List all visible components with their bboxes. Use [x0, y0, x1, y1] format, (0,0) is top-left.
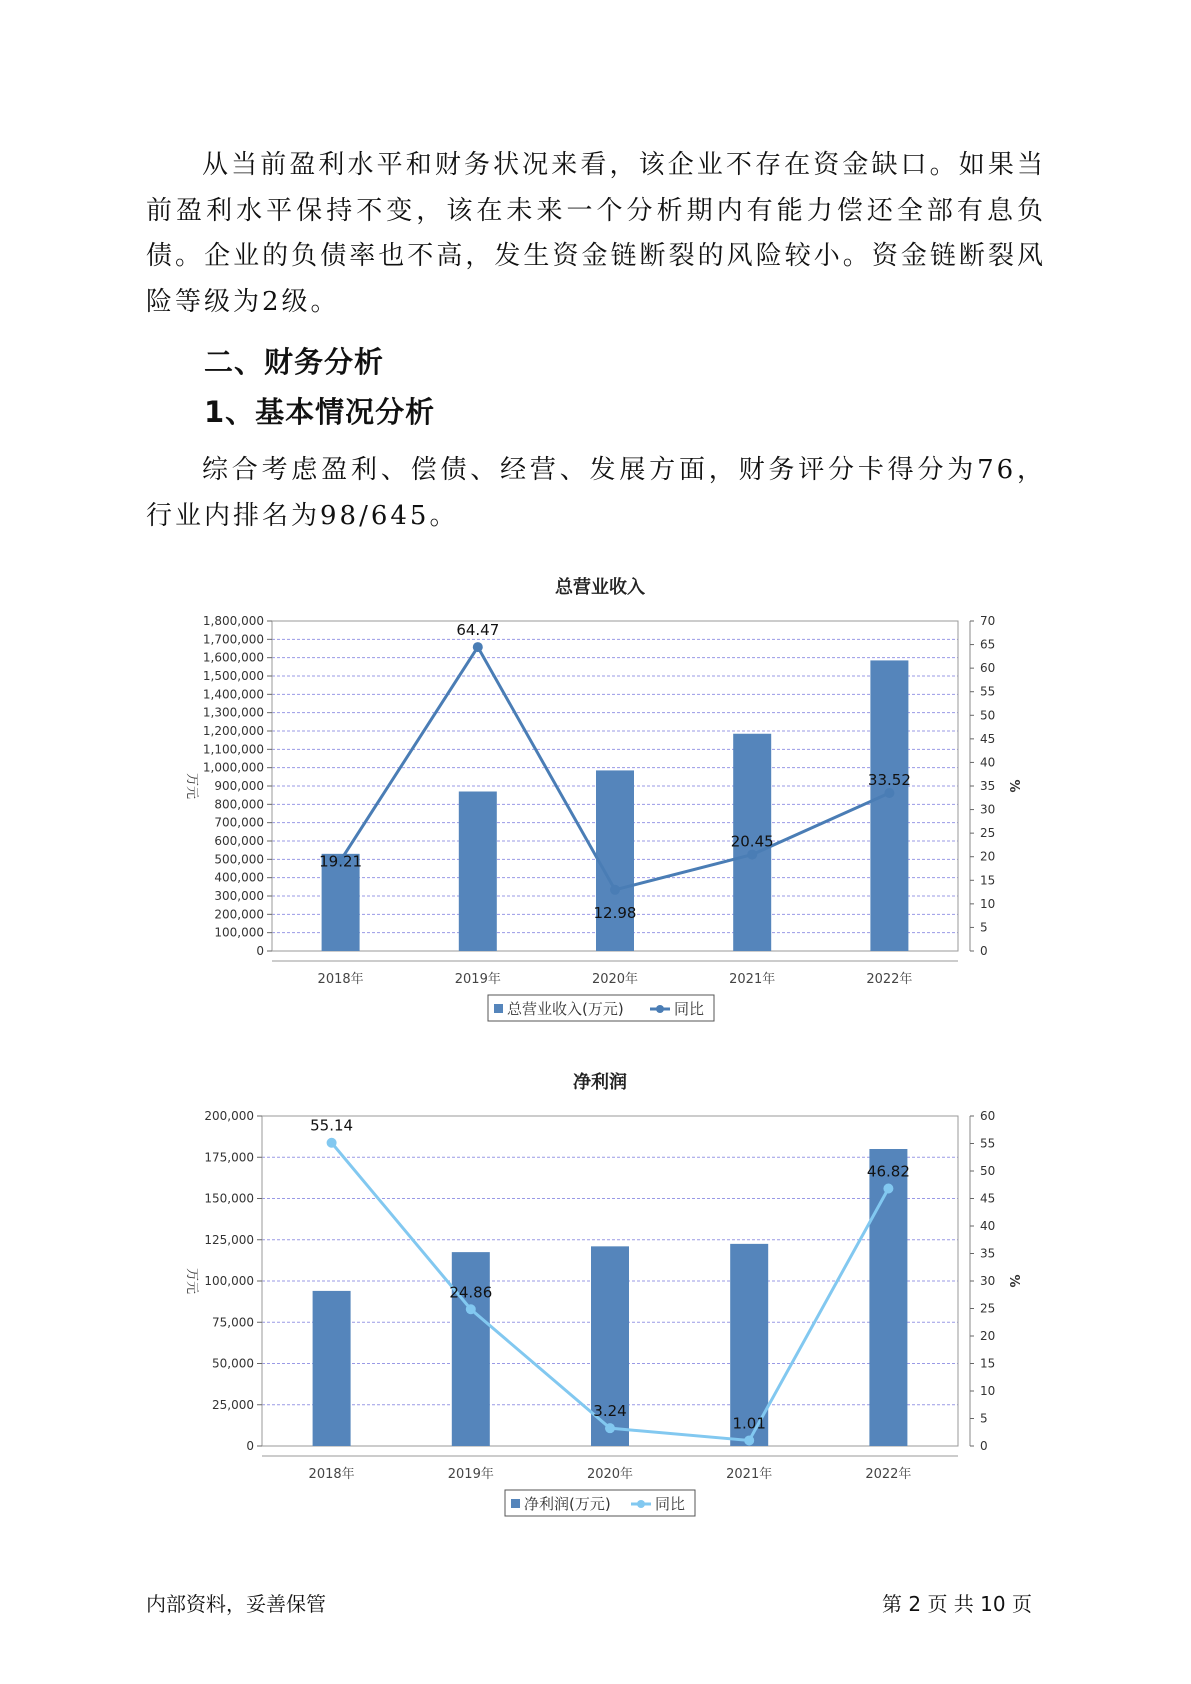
yoy-point: [327, 1138, 337, 1148]
y2-tick-label: 15: [980, 1356, 996, 1371]
x-tick-label: 2022年: [866, 972, 913, 987]
y-tick-label: 75,000: [212, 1315, 254, 1330]
score-paragraph: 综合考虑盈利、偿债、经营、发展方面，财务评分卡得分为76，行业内排名为98/645。: [146, 455, 1046, 531]
y-tick-label: 200,000: [204, 1109, 254, 1123]
y2-tick-label: 60: [980, 1109, 996, 1123]
y2-tick-label: 55: [980, 684, 996, 699]
yoy-point: [883, 1183, 893, 1193]
revenue-chart: [0, 565, 1191, 1035]
x-tick-label: 2022年: [865, 1467, 912, 1482]
legend-bar-label: 总营业收入(万元): [507, 1000, 624, 1018]
data-label: 55.14: [310, 1116, 354, 1135]
y-tick-label: 25,000: [212, 1397, 254, 1412]
legend-line-label: 同比: [674, 1000, 705, 1018]
y2-tick-label: 70: [980, 614, 996, 628]
y2-axis-title: %: [1006, 779, 1021, 793]
footer-page-number: 第 2 页 共 10 页: [882, 1592, 1032, 1616]
y-tick-label: 1,200,000: [202, 724, 264, 738]
y-tick-label: 1,300,000: [202, 705, 264, 720]
y2-tick-label: 30: [980, 1274, 996, 1288]
section-heading: 二、财务分析: [204, 345, 385, 379]
y-tick-label: 150,000: [204, 1191, 254, 1206]
y2-tick-label: 10: [980, 1384, 996, 1398]
yoy-point: [605, 1423, 615, 1433]
y-tick-label: 1,700,000: [202, 632, 264, 647]
x-tick-label: 2020年: [586, 1467, 634, 1482]
legend-line-label: 同比: [655, 1495, 686, 1513]
y-tick-label: 600,000: [214, 834, 264, 848]
yoy-point: [744, 1435, 754, 1445]
y-tick-label: 500,000: [214, 852, 264, 867]
y2-tick-label: 35: [980, 1246, 996, 1261]
data-label: 19.21: [319, 852, 363, 871]
bar: [313, 1291, 351, 1446]
subsection-heading: 1、基本情况分析: [204, 395, 436, 429]
y-tick-label: 1,500,000: [202, 669, 264, 683]
y2-tick-label: 40: [980, 755, 996, 770]
y-tick-label: 200,000: [214, 907, 264, 922]
risk-paragraph: 从当前盈利水平和财务状况来看，该企业不存在资金缺口。如果当前盈利水平保持不变，该在未来一个分析期内有能力偿还全部有息负债。企业的负债率也不高，发生资金链断裂的风险较小。资金链断裂风险等级为2级。: [146, 150, 1046, 317]
y-tick-label: 100,000: [214, 925, 264, 940]
y2-tick-label: 20: [980, 1329, 996, 1343]
yoy-point: [610, 885, 620, 895]
y-tick-label: 700,000: [214, 815, 264, 830]
yoy-point: [466, 1304, 476, 1314]
y2-tick-label: 50: [980, 708, 996, 723]
yoy-point: [747, 850, 757, 860]
bar: [870, 660, 908, 951]
x-tick-label: 2019年: [454, 972, 501, 987]
y-tick-label: 1,800,000: [202, 614, 264, 628]
x-tick-label: 2018年: [308, 1467, 355, 1482]
y-tick-label: 175,000: [204, 1150, 254, 1165]
yoy-point: [884, 788, 894, 798]
y2-tick-label: 65: [980, 637, 996, 652]
data-label: 46.82: [866, 1162, 910, 1181]
data-label: 33.52: [867, 770, 911, 789]
bar: [452, 1252, 490, 1446]
chart-title: 净利润: [573, 1072, 627, 1093]
legend-line-marker: [656, 1005, 664, 1013]
net-profit-chart: [0, 1060, 1191, 1530]
y2-tick-label: 5: [980, 1411, 988, 1426]
x-tick-label: 2019年: [447, 1467, 494, 1482]
y2-tick-label: 55: [980, 1136, 996, 1151]
y2-tick-label: 60: [980, 661, 996, 676]
y2-tick-label: 25: [980, 1301, 996, 1316]
y2-tick-label: 15: [980, 873, 996, 888]
x-tick-label: 2021年: [726, 1467, 773, 1482]
y2-tick-label: 50: [980, 1164, 996, 1178]
y2-axis-title: %: [1006, 1274, 1021, 1288]
y2-tick-label: 30: [980, 802, 996, 817]
data-label: 20.45: [730, 832, 774, 851]
y-tick-label: 1,600,000: [202, 650, 264, 665]
y-axis-title: 万元: [184, 772, 199, 800]
y2-tick-label: 45: [980, 731, 996, 746]
y-tick-label: 1,000,000: [202, 760, 264, 775]
y-tick-label: 1,100,000: [202, 742, 264, 757]
data-label: 12.98: [593, 903, 637, 922]
y2-tick-label: 40: [980, 1219, 996, 1233]
bar: [459, 792, 497, 952]
y-tick-label: 100,000: [204, 1274, 254, 1288]
data-label: 3.24: [593, 1402, 627, 1421]
y-tick-label: 50,000: [212, 1356, 254, 1371]
y2-tick-label: 5: [980, 920, 988, 935]
x-tick-label: 2021年: [729, 972, 776, 987]
y2-tick-label: 45: [980, 1191, 996, 1206]
chart-title: 总营业收入: [555, 577, 645, 598]
legend-bar-swatch: [494, 1004, 503, 1013]
y-tick-label: 300,000: [214, 889, 264, 903]
bar: [869, 1149, 907, 1446]
legend-bar-swatch: [511, 1499, 520, 1508]
footer-confidential: 内部资料，妥善保管: [146, 1592, 326, 1616]
x-tick-label: 2018年: [317, 972, 364, 987]
y-tick-label: 400,000: [214, 870, 264, 885]
x-tick-label: 2020年: [591, 972, 639, 987]
y-tick-label: 800,000: [214, 797, 264, 812]
legend-line-marker: [637, 1500, 645, 1508]
y-tick-label: 900,000: [214, 779, 264, 793]
y-tick-label: 125,000: [204, 1232, 254, 1247]
y2-tick-label: 20: [980, 849, 996, 864]
y2-tick-label: 0: [980, 1439, 988, 1453]
data-label: 64.47: [456, 621, 500, 640]
y-tick-label: 0: [256, 944, 264, 958]
y-tick-label: 1,400,000: [202, 687, 264, 702]
y2-tick-label: 0: [980, 944, 988, 958]
legend-bar-label: 净利润(万元): [524, 1495, 611, 1513]
data-label: 1.01: [732, 1414, 766, 1433]
y2-tick-label: 10: [980, 896, 996, 911]
bar: [596, 770, 634, 951]
y-axis-title: 万元: [184, 1267, 199, 1295]
y-tick-label: 0: [246, 1439, 254, 1453]
data-label: 24.86: [449, 1283, 493, 1302]
yoy-point: [473, 642, 483, 652]
y2-tick-label: 25: [980, 826, 996, 841]
y2-tick-label: 35: [980, 779, 996, 793]
